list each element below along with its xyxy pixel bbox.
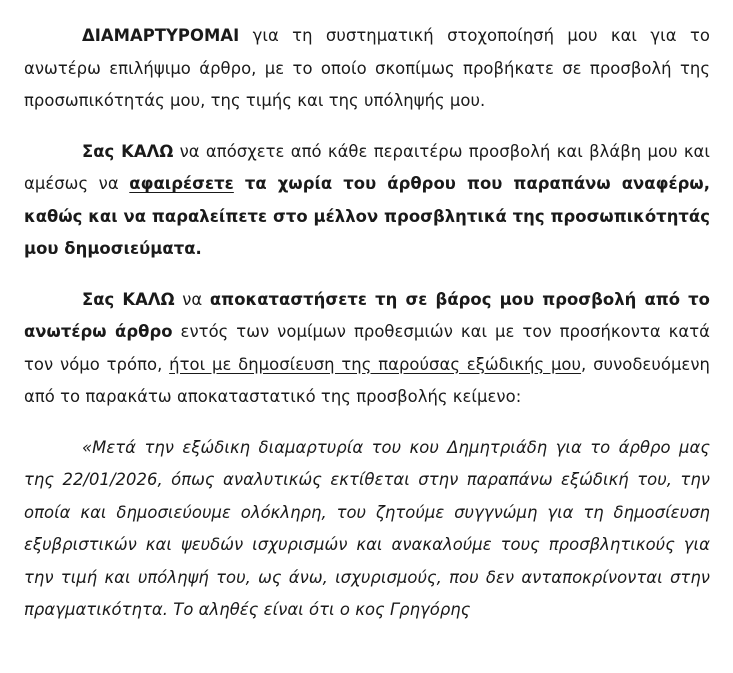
call-text-2: να — [174, 289, 210, 309]
apology-text: «Μετά την εξώδικη διαμαρτυρία του κου Δημητριάδη για το άρθρο μας της 22/01/2026, όπως αναλυτικώς εκτίθεται στην παραπάνω εξώδική του, την οποία και δημοσιεύουμε ολόκληρη, του ζητούμε συγγνώμη για τη δημοσίευση εξυβριστικών και ψευδών ισχυρισμών και ανακαλούμε τους προσβλητικούς για την τιμή και υπόληψή του, ως άνω, ισχυρισμούς, που δεν ανταποκρίνονται στην πραγματικότητα. Το αληθές είναι ότι ο κος Γρηγόρης — [24, 437, 710, 619]
remove-keyword: αφαιρέσετε — [129, 174, 234, 193]
paragraph-protest — [24, 20, 710, 118]
protest-keyword: ΔΙΑΜΑΡΤΥΡΟΜΑΙ — [82, 26, 240, 45]
remove-demand-text: τα χωρία του άρθρου που παραπάνω αναφέρω, καθώς και να παραλείπετε στο μέλλον προσβλητικά της προσωπικότητάς μου δημοσιεύματα. — [24, 174, 710, 258]
call-keyword: Σας ΚΑΛΩ — [82, 141, 174, 161]
document-page — [24, 20, 710, 645]
call-keyword-2: Σας ΚΑΛΩ — [82, 289, 175, 309]
call-text: να απόσχετε από κάθε περαιτέρω προσβολή και βλάβη μου και αμέσως να — [24, 141, 710, 193]
paragraph-call-to-refrain — [24, 136, 710, 266]
deadline-text: εντός των νομίμων προθεσμιών και με τον προσήκοντα κατά τον νόμο τρόπο, — [24, 322, 710, 374]
publication-demand-text: ήτοι με δημοσίευση της παρούσας εξώδικής μου — [169, 354, 582, 374]
protest-text: για τη συστηματική στοχοποίησή μου και για το ανωτέρω επιλήψιμο άρθρο, με το οποίο σκοπίμως προβήκατε σε προσβολή της προσωπικότητάς μου, της τιμής και της υπόληψής μου. — [24, 26, 710, 110]
paragraph-call-to-restore — [24, 284, 710, 414]
accompanying-text: , συνοδευόμενη από το παρακάτω αποκαταστατικό της προσβολής κείμενο: — [24, 354, 710, 406]
paragraph-apology-statement — [24, 432, 710, 627]
restore-demand-text: αποκαταστήσετε τη σε βάρος μου προσβολή από το ανωτέρω άρθρο — [24, 289, 710, 341]
